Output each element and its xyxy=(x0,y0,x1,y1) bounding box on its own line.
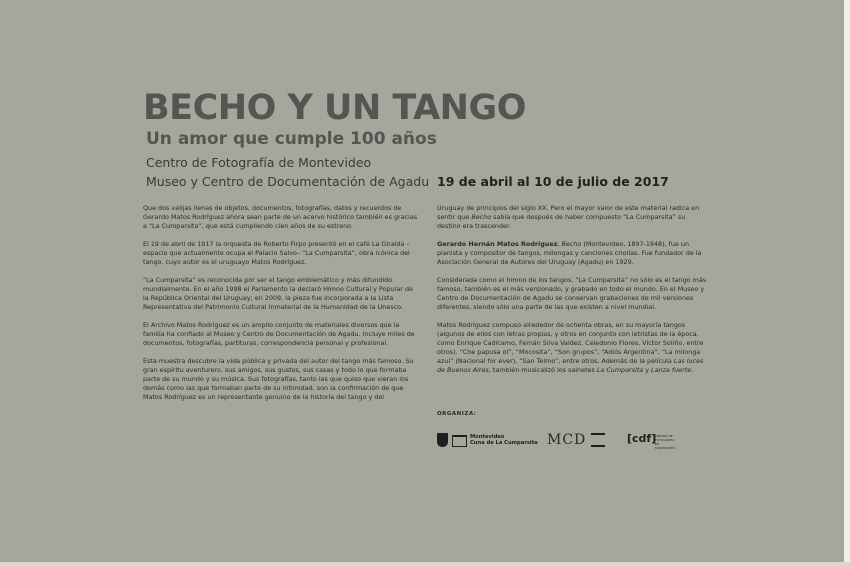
paragraph: El 19 de abril de 1917 la orquesta de Roberto Firpo presentó en el café La Giralda –espacio que actualmente ocupa el Palacio Salvo– “La Cumparsita”, obra icónica del tango, cuyo autor es el uruguayo Matos Rodríguez. xyxy=(143,240,410,266)
paragraph: Que dos valijas llenas de objetos, documentos, fotografías, datos y recuerdos de Gerardo Matos Rodríguez ahora sean parte de un acervo histórico también es gracias a “La Cumparsita”, que está cumpliendo cien años de su estreno. xyxy=(143,204,418,230)
paragraph: Gerardo Hernán Matos Rodríguez, Becho (Montevideo, 1897-1948), fue un pianista y compositor de tangos, milongas y canciones criollas. Fue fundador de la Asociación General de Autores del Uruguay (Agadu) en 1929. xyxy=(437,240,702,266)
montevideo-logo xyxy=(437,430,547,452)
montevideo-logo-text: Montevideo Cuna de La Cumparsita xyxy=(470,434,538,446)
cdf-logo-text: [cdf] xyxy=(627,432,657,445)
cdf-logo-subtext: CENTRO DE FOTOGRAFÍA DE MONTEVIDEO xyxy=(655,434,676,450)
exhibition-title: BECHO Y UN TANGO xyxy=(143,88,526,128)
paragraph: Considerada como el himno de los tangos, “La Cumparsita” no sólo es el tango más famoso, también es el más versionado, y grabado en todo el mundo. En el Museo y Centro de Documentación de Agadu se conservan grabaciones de mil versiones diferentes, siendo sólo una parte de las que existen a nivel mundial. xyxy=(437,276,707,311)
shield-icon xyxy=(437,433,448,447)
paragraph: Matos Rodríguez compuso alrededor de ochenta obras, en su mayoría tangos (algunos de ellos con letras propias, y otros en conjunto con letristas de la época, como Enrique Cadícamo, Fernán Silva Valdez, Celedonio Flores, Víctor Soliño, entre otros). “Che papusa oí”, “Mocosita”, “Son grupos”, “Adiós Argentina”, “La milonga azul” (Nacional for ever), “San Telmo”, entre otros. Además de la película Las luces de Buenos Aires, también musicalizó los sainetes La Cumparsita y Lanza fuerte. xyxy=(437,321,704,374)
exhibition-dates: 19 de abril al 10 de julio de 2017 xyxy=(437,174,669,189)
page-edge-bottom xyxy=(0,562,850,566)
left-column xyxy=(143,204,418,411)
exhibition-subtitle: Un amor que cumple 100 años xyxy=(146,129,437,149)
sponsor-logos xyxy=(437,430,697,452)
page-edge-right xyxy=(844,0,850,566)
book-icon xyxy=(591,433,605,447)
paragraph: Esta muestra descubre la vida pública y privada del autor del tango más famoso. Su gran espíritu aventurero, sus amigos, sus gustos, sus casas y todo lo que formaba parte de su mundo y su música. Sus fotografías, tanto las que quiso que vieran los demás como las que formaban parte de su intimidad, son la confirmación de que Matos Rodríguez es un representante genuino de la historia del tango y del xyxy=(143,357,414,401)
organiza-label: ORGANIZA: xyxy=(437,411,477,417)
paragraph: Uruguay de principios del siglo XX. Pero el mayor valor de este material radica en sentir que Becho sabía que después de haber compuesto “La Cumparsita” su destino era trascender. xyxy=(437,204,700,230)
cdf-logo xyxy=(627,430,687,452)
institution-2: Museo y Centro de Documentación de Agadu xyxy=(146,174,430,189)
paragraph: El Archivo Matos Rodríguez es un amplio conjunto de materiales diversos que la familia ha confiado al Museo y Centro de Documentación de Agadu. Incluye miles de documentos, fotografías, partituras, correspondencia personal y profesional. xyxy=(143,321,415,347)
right-column xyxy=(437,204,709,384)
paragraph: “La Cumparsita” es reconocida por ser el tango emblemático y más difundido mundialmente. En el año 1998 el Parlamento la declaró Himno Cultural y Popular de la República Oriental del Uruguay; en 2009, la pieza fue incorporada a la Lista Representativa del Patrimonio Cultural Inmaterial de la Humanidad de la Unesco. xyxy=(143,276,413,311)
institution-1: Centro de Fotografía de Montevideo xyxy=(146,155,372,170)
house-icon xyxy=(452,435,467,447)
mcd-logo-text: MCD xyxy=(547,432,587,448)
mcd-logo xyxy=(547,430,607,452)
